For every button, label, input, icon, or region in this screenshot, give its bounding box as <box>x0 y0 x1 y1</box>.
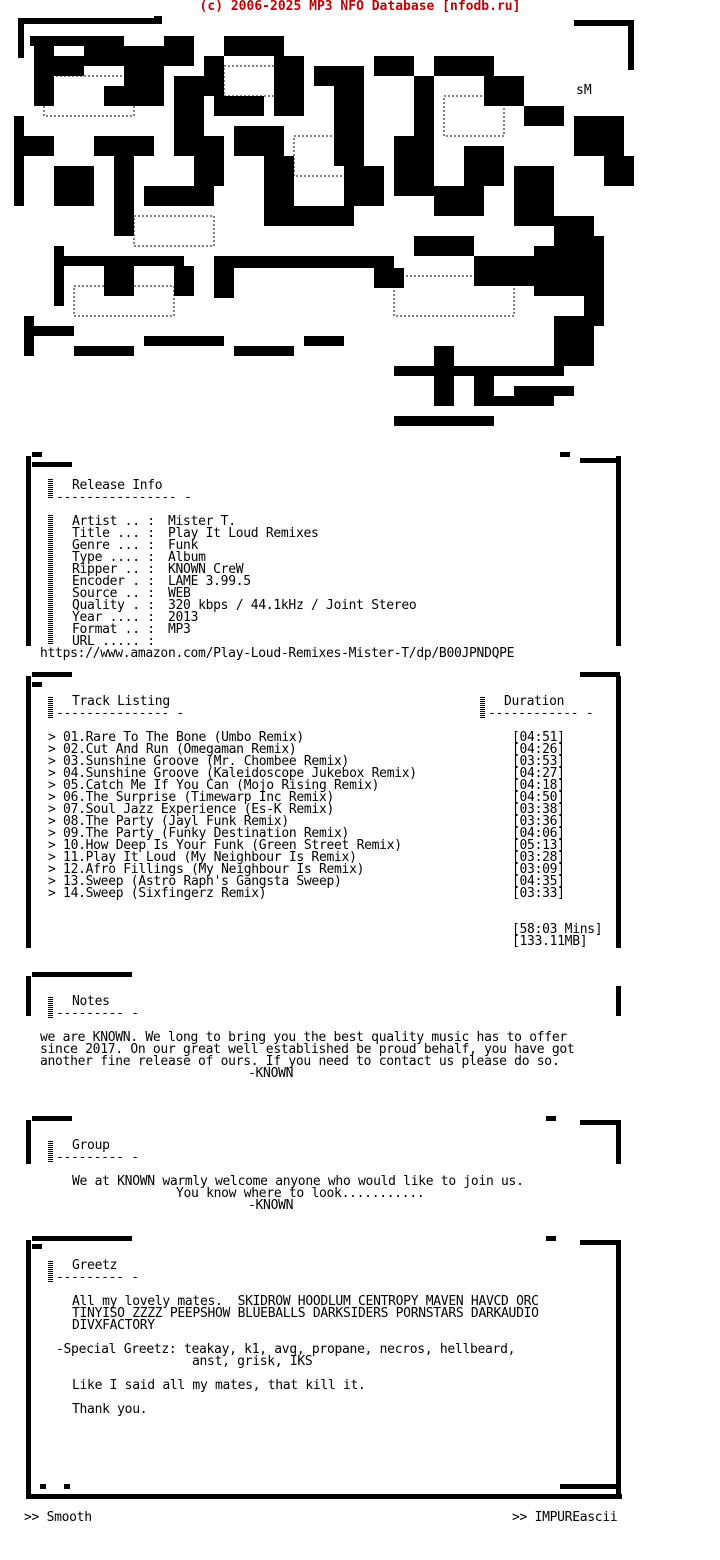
release-info-heading: Release Info <box>72 478 163 493</box>
total-time: [58:03 Mins] <box>512 922 603 937</box>
greetz-line-5: Thank you. <box>72 1402 148 1417</box>
release-url[interactable]: https://www.amazon.com/Play-Loud-Remixes-Mister-T/dp/B00JPNDQPE <box>40 646 515 661</box>
track-duration: [04:51] <box>512 730 565 745</box>
greetz-line-3: DIVXFACTORY <box>72 1318 155 1333</box>
group-sign: -KNOWN <box>248 1198 294 1213</box>
track-title: > 11.Play It Loud (My Neighbour Is Remix) <box>48 850 357 865</box>
track-title: > 03.Sunshine Groove (Mr. Chombee Remix) <box>48 754 350 769</box>
notes-underline: --------- - <box>56 1006 139 1021</box>
track-title: > 14.Sweep (Sixfingerz Remix) <box>48 886 267 901</box>
track-duration: [03:53] <box>512 754 565 769</box>
release-field-label: Ripper .. : <box>72 562 155 577</box>
track-duration: [03:36] <box>512 814 565 829</box>
footer-left-credit: >> Smooth <box>24 1510 92 1525</box>
track-title: > 05.Catch Me If You Can (Mojo Rising Remix) <box>48 778 380 793</box>
release-field-label: URL ..... : <box>72 634 155 649</box>
track-duration: [03:38] <box>512 802 565 817</box>
track-title: > 13.Sweep (Astro Raph's Gangsta Sweep) <box>48 874 342 889</box>
release-field-value: Play It Loud Remixes <box>168 526 319 541</box>
release-field-value: 320 kbps / 44.1kHz / Joint Stereo <box>168 598 417 613</box>
release-field-value: WEB <box>168 586 191 601</box>
greetz-line-4: Like I said all my mates, that kill it. <box>72 1378 366 1393</box>
release-field-value: Album <box>168 550 206 565</box>
track-title: > 12.Afro Fillings (My Neighbour Is Remix) <box>48 862 365 877</box>
track-title: > 04.Sunshine Groove (Kaleidoscope Jukebox Remix) <box>48 766 417 781</box>
notes-heading: Notes <box>72 994 110 1009</box>
release-field-label: Year .... : <box>72 610 155 625</box>
logo-signature: sM <box>576 83 592 98</box>
track-duration: [04:06] <box>512 826 565 841</box>
track-duration: [04:26] <box>512 742 565 757</box>
notes-line-1: we are KNOWN. We long to bring you the best quality music has to offer <box>40 1030 567 1045</box>
greetz-heading: Greetz <box>72 1258 118 1273</box>
footer-right-credit: >> IMPUREascii <box>512 1510 618 1525</box>
known-ascii-logo <box>14 16 642 444</box>
track-duration: [04:18] <box>512 778 565 793</box>
track-title: > 08.The Party (Jayl Funk Remix) <box>48 814 289 829</box>
release-field-value: LAME 3.99.5 <box>168 574 251 589</box>
release-field-label: Artist .. : <box>72 514 155 529</box>
release-field-value: Mister T. <box>168 514 236 529</box>
release-field-label: Format .. : <box>72 622 155 637</box>
track-title: > 02.Cut And Run (Omegaman Remix) <box>48 742 297 757</box>
release-field-value: Funk <box>168 538 199 553</box>
track-listing-underline: --------------- - <box>56 706 184 721</box>
group-heading: Group <box>72 1138 110 1153</box>
track-title: > 10.How Deep Is Your Funk (Green Street Remix) <box>48 838 402 853</box>
group-underline: --------- - <box>56 1150 139 1165</box>
release-field-value: KNOWN CreW <box>168 562 244 577</box>
track-duration: [04:50] <box>512 790 565 805</box>
greetz-line-2: TINYISO ZZZZ PEEPSHOW BLUEBALLS DARKSIDERS PORNSTARS DARKAUDIO <box>72 1306 539 1321</box>
notes-line-3: another fine release of ours. If you need to contact us please do so. <box>40 1054 560 1069</box>
release-field-label: Source .. : <box>72 586 155 601</box>
release-field-value: MP3 <box>168 622 191 637</box>
track-duration: [04:35] <box>512 874 565 889</box>
special-greetz-line-2: anst, grisk, IKS <box>192 1354 313 1369</box>
greetz-underline: --------- - <box>56 1270 139 1285</box>
notes-sign: -KNOWN <box>248 1066 294 1081</box>
track-title: > 06.The Surprise (Timewarp Inc Remix) <box>48 790 335 805</box>
release-field-label: Encoder . : <box>72 574 155 589</box>
release-field-label: Quality . : <box>72 598 155 613</box>
special-greetz-line-1: -Special Greetz: teakay, k1, avg, propane, necros, hellbeard, <box>56 1342 516 1357</box>
track-title: > 01.Rare To The Bone (Umbo Remix) <box>48 730 304 745</box>
release-info-underline: ---------------- - <box>56 490 192 505</box>
group-line-2: You know where to look........... <box>176 1186 425 1201</box>
duration-heading: Duration <box>504 694 565 709</box>
total-size: [133.11MB] <box>512 934 588 949</box>
track-title: > 09.The Party (Funky Destination Remix) <box>48 826 350 841</box>
notes-line-2: since 2017. On our great well established be proud behalf, you have got <box>40 1042 575 1057</box>
release-field-label: Genre ... : <box>72 538 155 553</box>
duration-underline: ------------ - <box>488 706 594 721</box>
track-duration: [04:27] <box>512 766 565 781</box>
track-duration: [03:33] <box>512 886 565 901</box>
track-listing-heading: Track Listing <box>72 694 170 709</box>
greetz-line-1: All my lovely mates. SKIDROW HOODLUM CENTROPY MAVEN HAVCD ORC <box>72 1294 539 1309</box>
release-field-label: Type .... : <box>72 550 155 565</box>
track-duration: [05:13] <box>512 838 565 853</box>
track-duration: [03:09] <box>512 862 565 877</box>
group-line-1: We at KNOWN warmly welcome anyone who would like to join us. <box>72 1174 524 1189</box>
release-field-label: Title ... : <box>72 526 155 541</box>
track-duration: [03:28] <box>512 850 565 865</box>
release-field-value: 2013 <box>168 610 199 625</box>
track-title: > 07.Soul Jazz Experience (Es-K Remix) <box>48 802 335 817</box>
nfodb-banner: (c) 2006-2025 MP3 NFO Database [nfodb.ru] <box>199 0 521 14</box>
